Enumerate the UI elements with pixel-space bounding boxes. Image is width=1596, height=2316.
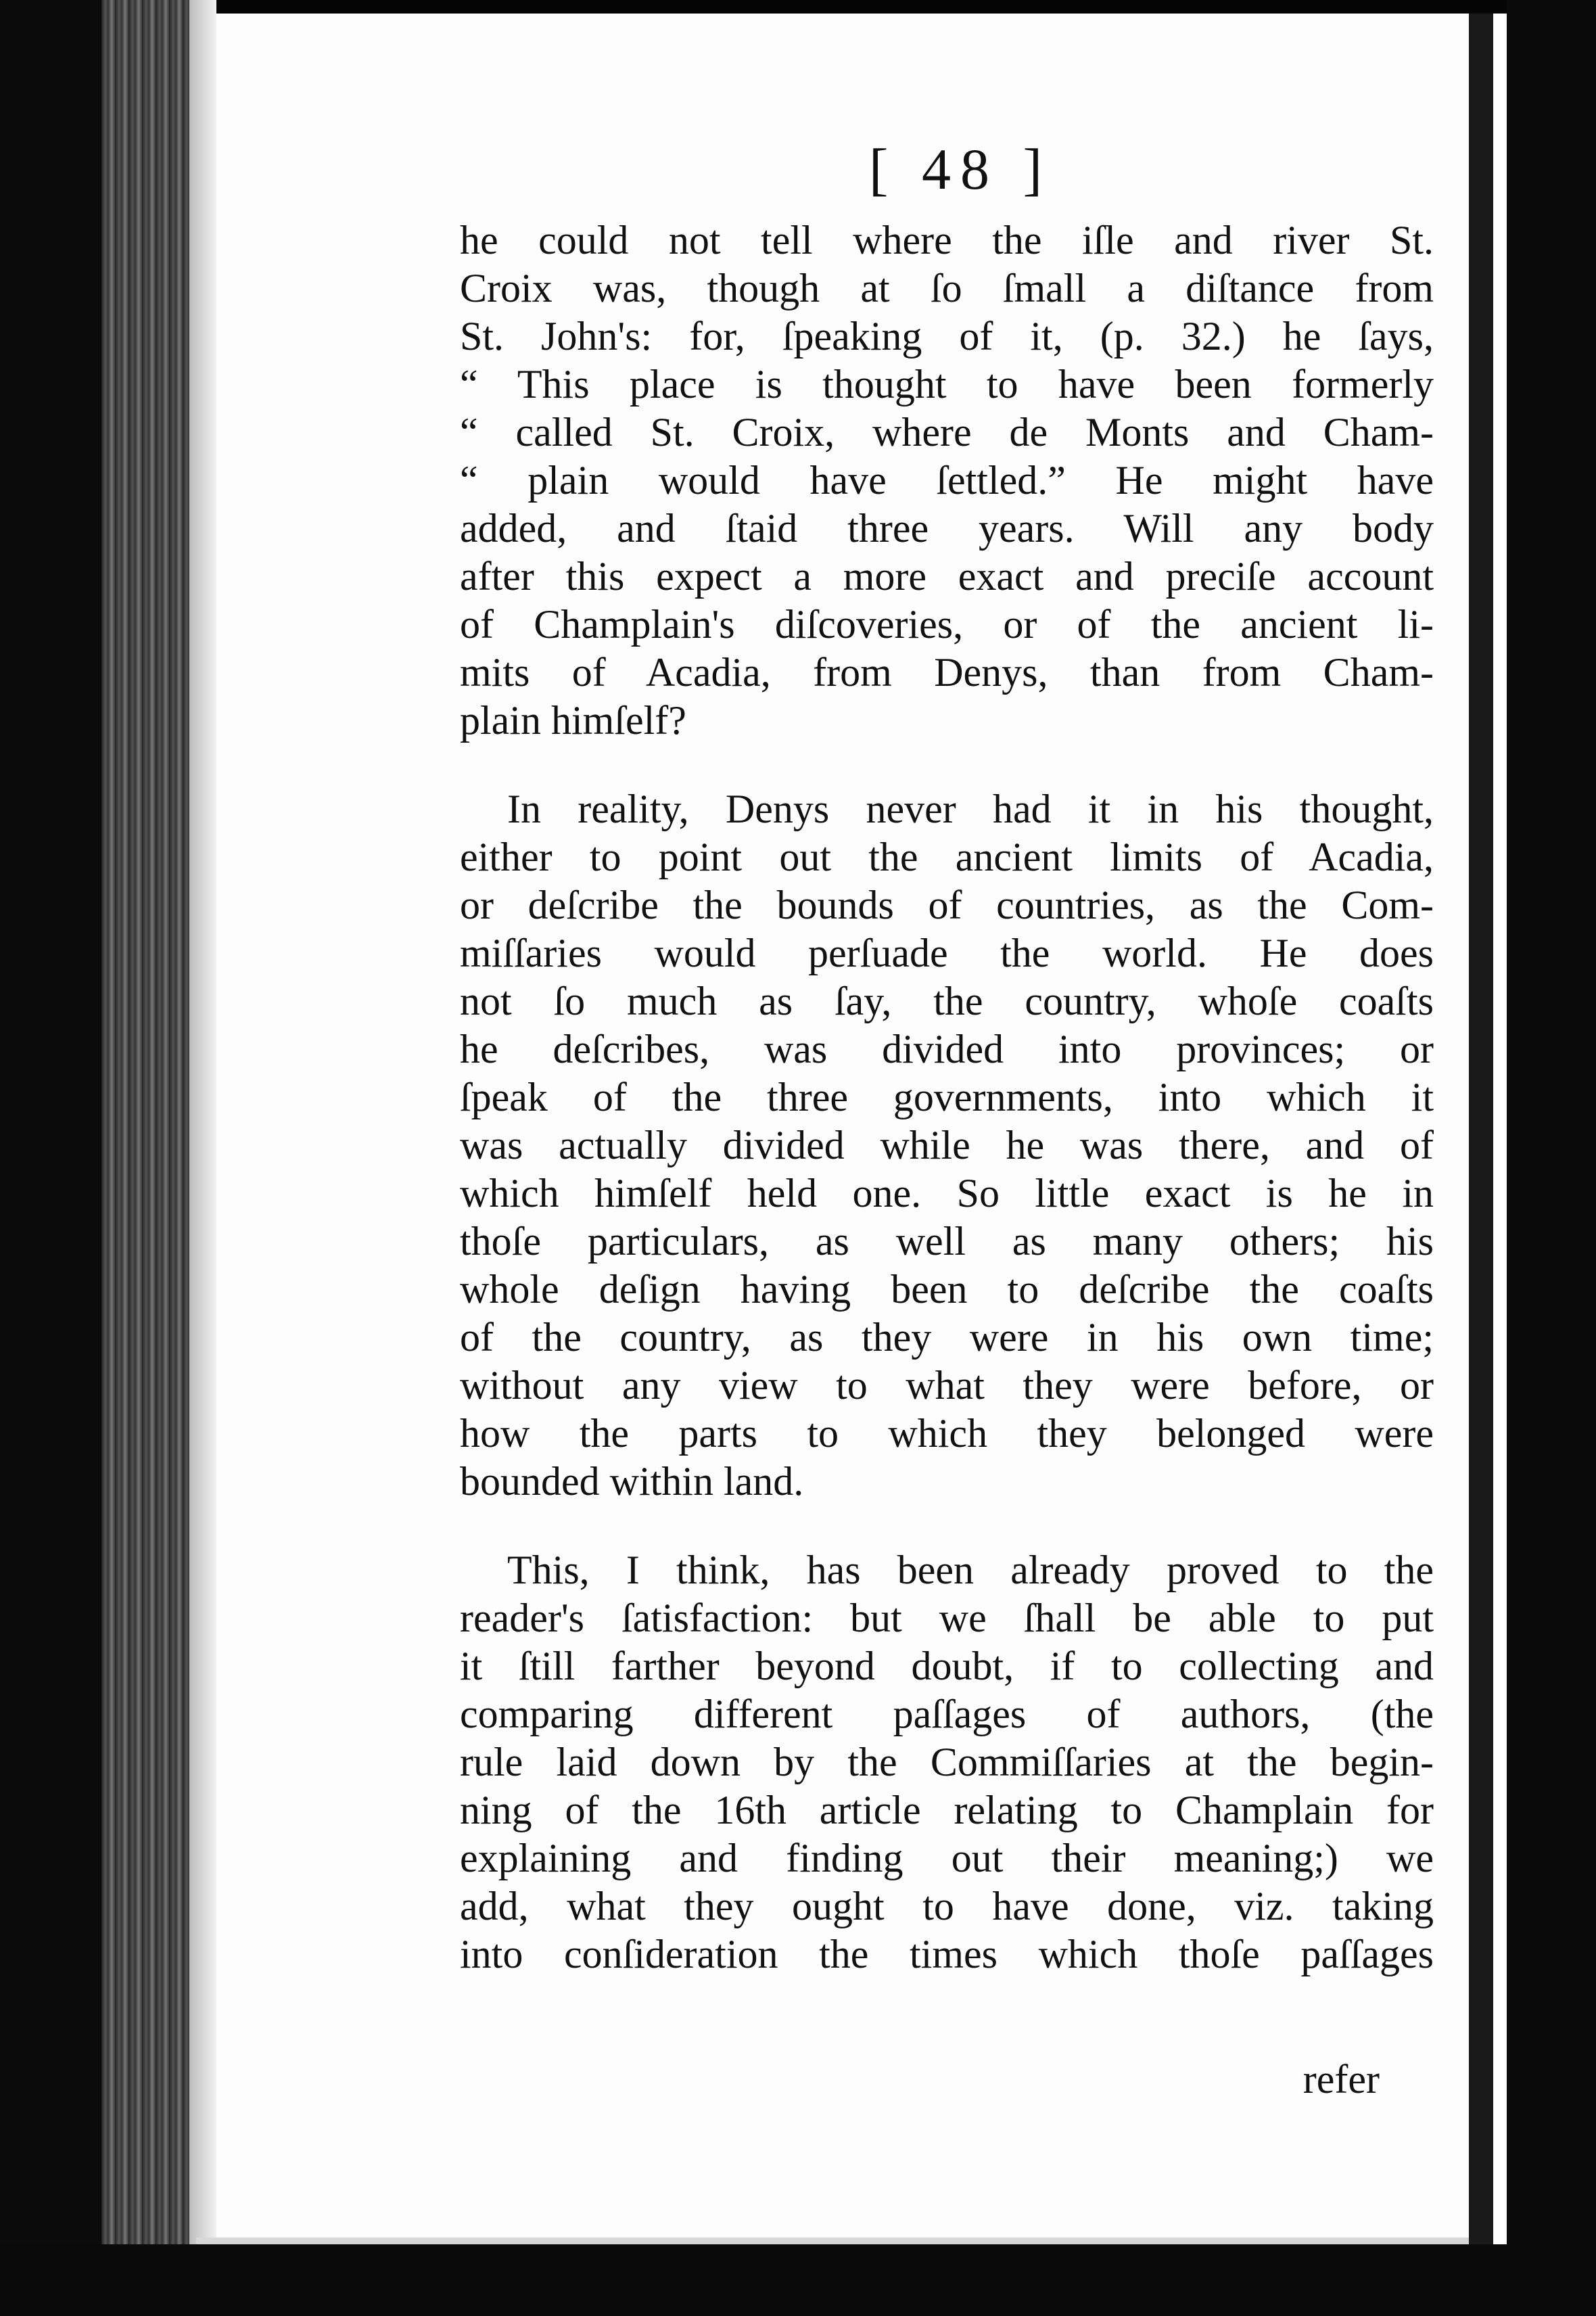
text-line: without any view to what they were before, or [460,1363,1434,1408]
text-line: comparing different paſſages of authors, (the [460,1692,1434,1736]
text-line: “ plain would have ſettled.” He might have [460,458,1434,503]
text-line: “ called St. Croix, where de Monts and Cham- [460,410,1434,455]
book-spine-gutter [101,0,189,2316]
text-line: added, and ſtaid three years. Will any body [460,506,1434,551]
scan-bottom-border [0,2244,1596,2316]
text-line: not ſo much as ſay, the country, whoſe coaſts [460,979,1434,1023]
text-line: it ſtill farther beyond doubt, if to collecting and [460,1644,1434,1688]
text-line: plain himſelf? [460,698,686,743]
text-line: into conſideration the times which thoſe paſſages [460,1932,1434,1976]
text-line: ning of the 16th article relating to Champlain for [460,1788,1434,1832]
text-line: either to point out the ancient limits of Acadia, [460,835,1434,879]
text-line: St. John's: for, ſpeaking of it, (p. 32.) he ſays, [460,314,1434,358]
text-line: after this expect a more exact and preciſe account [460,554,1434,599]
paragraph-3 [460,1546,1434,1978]
scan-right-border [1507,0,1596,2316]
text-line: of the country, as they were in his own time; [460,1315,1434,1360]
scan-top-border [0,0,1596,14]
text-line: explaining and finding out their meaning;) we [460,1836,1434,1880]
text-line: “ This place is thought to have been formerly [460,362,1434,407]
text-line: how the parts to which they belonged were [460,1411,1434,1456]
body-text [460,216,1434,1978]
text-line: Croix was, though at ſo ſmall a diſtance from [460,266,1434,310]
scan-left-border [0,0,101,2316]
text-line: reader's ſatisfaction: but we ſhall be able to put [460,1596,1434,1640]
text-line: miſſaries would perſuade the world. He does [460,931,1434,975]
text-line: thoſe particulars, as well as many others; his [460,1219,1434,1264]
paragraph-2 [460,785,1434,1506]
text-line: This, I think, has been already proved to the [507,1548,1434,1592]
text-line: of Champlain's diſcoveries, or of the ancient li- [460,602,1434,647]
paragraph-1 [460,216,1434,745]
facing-page-edge [1469,14,1493,2259]
text-line: he could not tell where the iſle and river St. [460,218,1434,262]
text-line: whole deſign having been to deſcribe the coaſts [460,1267,1434,1312]
text-line: rule laid down by the Commiſſaries at the begin- [460,1740,1434,1784]
text-line: add, what they ought to have done, viz. taking [460,1884,1434,1928]
page-edge-shadow [189,0,216,2316]
text-line: was actually divided while he was there, and of [460,1123,1434,1167]
text-line: mits of Acadia, from Denys, than from Cham- [460,650,1434,695]
page-number: [ 48 ] [868,137,1052,202]
text-line: In reality, Denys never had it in his thought, [507,787,1434,831]
text-line: ſpeak of the three governments, into which it [460,1075,1434,1119]
facing-page-sliver [1493,14,1507,2259]
text-line: or deſcribe the bounds of countries, as the Com- [460,883,1434,927]
text-line: bounded within land. [460,1459,804,1504]
catchword: refer [1302,2057,1380,2102]
text-line: he deſcribes, was divided into provinces; or [460,1027,1434,1071]
text-line: which himſelf held one. So little exact is he in [460,1171,1434,1215]
